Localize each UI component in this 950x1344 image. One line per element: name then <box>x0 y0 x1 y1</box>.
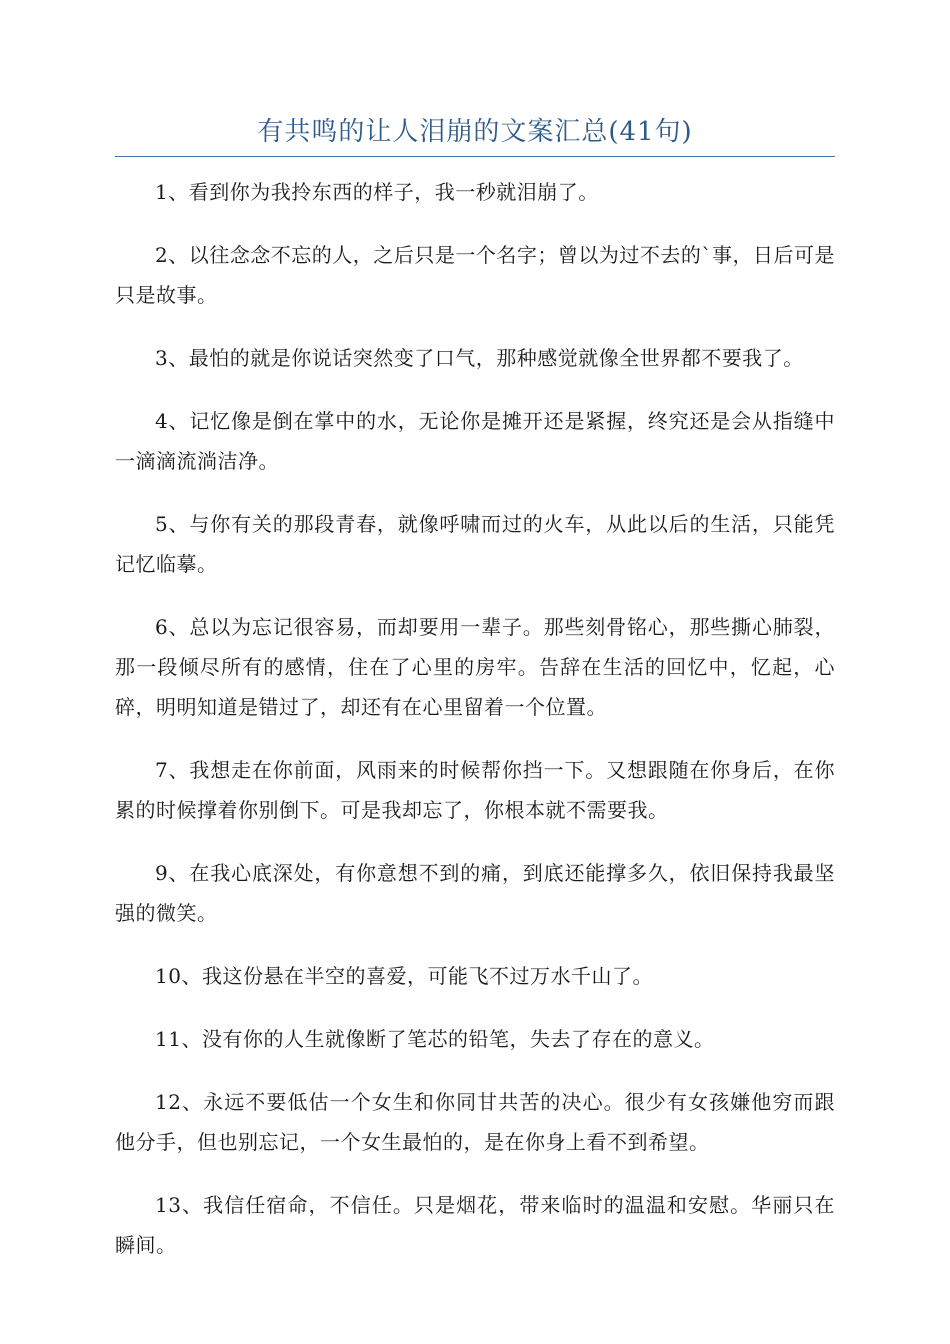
page-title: 有共鸣的让人泪崩的文案汇总(41句) <box>257 117 693 147</box>
paragraph: 1、看到你为我拎东西的样子，我一秒就泪崩了。 <box>155 180 599 204</box>
paragraph: 2、以往念念不忘的人，之后只是一个名字；曾以为过不去的`事，日后可是只是故事。 <box>115 243 835 307</box>
paragraph: 10、我这份悬在半空的喜爱，可能飞不过万水千山了。 <box>155 964 653 988</box>
paragraph: 6、总以为忘记很容易，而却要用一辈子。那些刻骨铭心，那些撕心肺裂，那一段倾尽所有的感情，住在了心里的房牢。告辞在生活的回忆中，忆起，心碎，明明知道是错过了，却还有在心里留着一个位置。 <box>115 615 835 719</box>
paragraph: 12、永远不要低估一个女生和你同甘共苦的决心。很少有女孩嫌他穷而跟他分手，但也别忘记，一个女生最怕的，是在你身上看不到希望。 <box>115 1090 835 1154</box>
document-body <box>115 172 835 1288</box>
paragraph: 11、没有你的人生就像断了笔芯的铅笔，失去了存在的意义。 <box>155 1027 715 1051</box>
paragraph: 4、记忆像是倒在掌中的水，无论你是摊开还是紧握，终究还是会从指缝中一滴滴流淌洁净。 <box>115 409 835 473</box>
paragraph: 3、最怕的就是你说话突然变了口气，那种感觉就像全世界都不要我了。 <box>155 346 804 370</box>
paragraph: 9、在我心底深处，有你意想不到的痛，到底还能撑多久，依旧保持我最坚强的微笑。 <box>115 861 835 925</box>
paragraph: 13、我信任宿命，不信任。只是烟花，带来临时的温温和安慰。华丽只在瞬间。 <box>115 1193 835 1257</box>
title-block <box>115 112 835 157</box>
paragraph: 5、与你有关的那段青春，就像呼啸而过的火车，从此以后的生活，只能凭记忆临摹。 <box>115 512 835 576</box>
paragraph: 7、我想走在你前面，风雨来的时候帮你挡一下。又想跟随在你身后，在你累的时候撑着你别倒下。可是我却忘了，你根本就不需要我。 <box>115 758 835 822</box>
